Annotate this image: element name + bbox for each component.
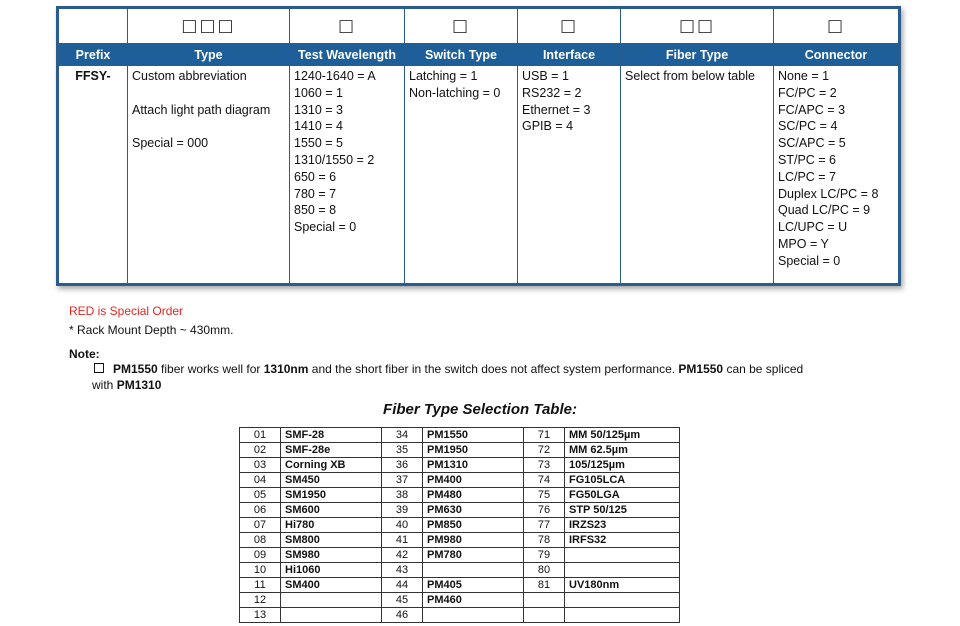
fiber-name-cell: SM450 xyxy=(281,473,382,488)
fiber-code-cell xyxy=(524,608,565,623)
fiber-name-cell: PM630 xyxy=(423,503,524,518)
fiber-code-cell: 02 xyxy=(240,443,281,458)
fiber-name-cell: Hi1060 xyxy=(281,563,382,578)
fiber-code-cell: 12 xyxy=(240,593,281,608)
option-line: Attach light path diagram xyxy=(132,102,271,117)
option-line: 1060 = 1 xyxy=(294,85,344,100)
fiber-type-options xyxy=(621,66,774,285)
fiber-name-cell: MM 62.5µm xyxy=(565,443,680,458)
option-line: 1240-1640 = A xyxy=(294,69,376,83)
fiber-name-cell: PM460 xyxy=(423,593,524,608)
note-text-b: and the short fiber in the switch does not affect system performance. xyxy=(308,362,679,376)
note-pm1550: PM1550 xyxy=(113,362,158,376)
fiber-name-cell xyxy=(565,563,680,578)
option-line: Quad LC/PC = 9 xyxy=(778,203,871,218)
fiber-code-cell: 77 xyxy=(524,518,565,533)
fiber-name-cell: 105/125µm xyxy=(565,458,680,473)
fiber-code-cell: 41 xyxy=(382,533,423,548)
connector-options xyxy=(774,66,900,285)
fiber-code-cell: 06 xyxy=(240,503,281,518)
table-row xyxy=(240,443,680,458)
fiber-code-cell: 46 xyxy=(382,608,423,623)
note-text-a: fiber works well for xyxy=(157,362,264,376)
table-row xyxy=(240,503,680,518)
code-box-prefix xyxy=(58,8,128,44)
option-line: 1310/1550 = 2 xyxy=(294,152,375,167)
fiber-name-cell: PM980 xyxy=(423,533,524,548)
switch-type-options xyxy=(405,66,518,285)
option-line: LC/PC = 7 xyxy=(778,169,837,184)
code-box-wavelength: □ xyxy=(290,8,405,44)
option-line: 1310 = 3 xyxy=(294,102,344,117)
fiber-type-selection-table xyxy=(239,427,680,623)
fiber-code-cell: 74 xyxy=(524,473,565,488)
table-row xyxy=(240,518,680,533)
fiber-code-cell: 79 xyxy=(524,548,565,563)
ordering-code-table xyxy=(56,6,901,286)
header-prefix: Prefix xyxy=(58,44,128,66)
fiber-code-cell: 42 xyxy=(382,548,423,563)
fiber-code-cell: 72 xyxy=(524,443,565,458)
table-row xyxy=(240,488,680,503)
fiber-name-cell: PM480 xyxy=(423,488,524,503)
option-line: ST/PC = 6 xyxy=(778,152,837,167)
option-line: GPIB = 4 xyxy=(522,119,574,134)
option-line: Ethernet = 3 xyxy=(522,102,591,117)
fiber-name-cell: SM1950 xyxy=(281,488,382,503)
header-fiber-type: Fiber Type xyxy=(621,44,774,66)
fiber-name-cell xyxy=(423,563,524,578)
fiber-name-cell: Hi780 xyxy=(281,518,382,533)
fiber-name-cell xyxy=(281,593,382,608)
note-line-2 xyxy=(92,378,161,392)
code-boxes-row xyxy=(58,8,900,44)
table-row xyxy=(240,563,680,578)
interface-options xyxy=(518,66,621,285)
note-1310nm: 1310nm xyxy=(263,362,309,376)
special-order-note: RED is Special Order xyxy=(69,304,184,318)
fiber-name-cell: SM400 xyxy=(281,578,382,593)
fiber-name-cell xyxy=(565,593,680,608)
fiber-code-cell: 38 xyxy=(382,488,423,503)
fiber-code-cell: 03 xyxy=(240,458,281,473)
fiber-name-cell: UV180nm xyxy=(565,578,680,593)
option-line: Custom abbreviation xyxy=(132,69,247,83)
fiber-code-cell: 45 xyxy=(382,593,423,608)
fiber-name-cell: Corning XB xyxy=(281,458,382,473)
header-type: Type xyxy=(128,44,290,66)
header-interface: Interface xyxy=(518,44,621,66)
fiber-name-cell: SMF-28e xyxy=(281,443,382,458)
fiber-code-cell: 36 xyxy=(382,458,423,473)
fiber-name-cell xyxy=(565,608,680,623)
note-label: Note: xyxy=(69,347,100,361)
rack-depth-note: * Rack Mount Depth ~ 430mm. xyxy=(69,323,234,337)
table-row xyxy=(240,548,680,563)
option-line: 1410 = 4 xyxy=(294,119,344,134)
code-box-switch: □ xyxy=(405,8,518,44)
note-pm1310: PM1310 xyxy=(116,378,162,392)
fiber-name-cell: SMF-28 xyxy=(281,428,382,443)
fiber-name-cell: PM405 xyxy=(423,578,524,593)
fiber-name-cell: IRZS23 xyxy=(565,518,680,533)
fiber-code-cell: 43 xyxy=(382,563,423,578)
header-test-wavelength: Test Wavelength xyxy=(290,44,405,66)
fiber-code-cell: 80 xyxy=(524,563,565,578)
option-line: Special = 0 xyxy=(778,253,841,268)
note-text-with: with xyxy=(92,378,117,392)
fiber-code-cell xyxy=(524,593,565,608)
option-line: RS232 = 2 xyxy=(522,85,582,100)
fiber-code-cell: 09 xyxy=(240,548,281,563)
option-line: Latching = 1 xyxy=(409,69,478,83)
option-line: SC/PC = 4 xyxy=(778,119,838,134)
fiber-code-cell: 37 xyxy=(382,473,423,488)
fiber-code-cell: 07 xyxy=(240,518,281,533)
option-line: 650 = 6 xyxy=(294,169,337,184)
option-line: MPO = Y xyxy=(778,236,829,251)
option-line: Special = 0 xyxy=(294,220,357,235)
table-row xyxy=(240,578,680,593)
option-line: 850 = 8 xyxy=(294,203,337,218)
fiber-name-cell: FG105LCA xyxy=(565,473,680,488)
fiber-name-cell: IRFS32 xyxy=(565,533,680,548)
code-box-interface: □ xyxy=(518,8,621,44)
fiber-code-cell: 08 xyxy=(240,533,281,548)
header-row xyxy=(58,44,900,66)
header-switch-type: Switch Type xyxy=(405,44,518,66)
fiber-name-cell: SM980 xyxy=(281,548,382,563)
note-line-1 xyxy=(94,362,803,376)
fiber-name-cell: PM1550 xyxy=(423,428,524,443)
options-row xyxy=(58,66,900,285)
wavelength-options xyxy=(290,66,405,285)
fiber-name-cell xyxy=(565,548,680,563)
code-box-connector: □ xyxy=(774,8,900,44)
fiber-code-cell: 01 xyxy=(240,428,281,443)
note-text-c: can be spliced xyxy=(723,362,804,376)
fiber-name-cell: PM780 xyxy=(423,548,524,563)
option-line: 780 = 7 xyxy=(294,186,337,201)
fiber-code-cell: 71 xyxy=(524,428,565,443)
table-row xyxy=(240,608,680,623)
fiber-code-cell: 76 xyxy=(524,503,565,518)
option-line: Special = 000 xyxy=(132,136,209,151)
option-line xyxy=(132,118,285,135)
fiber-code-cell: 05 xyxy=(240,488,281,503)
option-line: Duplex LC/PC = 8 xyxy=(778,186,879,201)
fiber-name-cell: PM1310 xyxy=(423,458,524,473)
fiber-table-title: Fiber Type Selection Table: xyxy=(383,401,577,418)
table-row xyxy=(240,428,680,443)
fiber-name-cell: FG50LGA xyxy=(565,488,680,503)
option-line xyxy=(132,85,285,102)
fiber-code-cell: 44 xyxy=(382,578,423,593)
fiber-name-cell xyxy=(423,608,524,623)
fiber-name-cell xyxy=(281,608,382,623)
fiber-code-cell: 75 xyxy=(524,488,565,503)
option-line: USB = 1 xyxy=(522,69,569,83)
fiber-code-cell: 39 xyxy=(382,503,423,518)
fiber-code-cell: 11 xyxy=(240,578,281,593)
fiber-code-cell: 78 xyxy=(524,533,565,548)
type-options xyxy=(128,66,290,285)
fiber-name-cell: PM400 xyxy=(423,473,524,488)
fiber-code-cell: 73 xyxy=(524,458,565,473)
checkbox-bullet-icon xyxy=(94,363,104,373)
fiber-code-cell: 04 xyxy=(240,473,281,488)
table-row xyxy=(240,593,680,608)
prefix-value: FFSY- xyxy=(58,66,128,285)
option-line: Non-latching = 0 xyxy=(409,85,501,100)
code-box-type: □□□ xyxy=(128,8,290,44)
fiber-name-cell: STP 50/125 xyxy=(565,503,680,518)
header-connector: Connector xyxy=(774,44,900,66)
option-line: FC/APC = 3 xyxy=(778,102,846,117)
fiber-name-cell: PM850 xyxy=(423,518,524,533)
option-line: LC/UPC = U xyxy=(778,220,848,235)
table-row xyxy=(240,458,680,473)
table-row xyxy=(240,473,680,488)
fiber-code-cell: 13 xyxy=(240,608,281,623)
fiber-code-cell: 81 xyxy=(524,578,565,593)
code-box-fiber: □□ xyxy=(621,8,774,44)
option-line: 1550 = 5 xyxy=(294,136,344,151)
note-pm1550-b: PM1550 xyxy=(678,362,724,376)
option-line: None = 1 xyxy=(778,69,830,83)
fiber-code-cell: 10 xyxy=(240,563,281,578)
fiber-name-cell: MM 50/125µm xyxy=(565,428,680,443)
fiber-code-cell: 40 xyxy=(382,518,423,533)
fiber-name-cell: SM600 xyxy=(281,503,382,518)
option-line: Select from below table xyxy=(625,69,755,83)
fiber-name-cell: SM800 xyxy=(281,533,382,548)
option-line: SC/APC = 5 xyxy=(778,136,846,151)
option-line: FC/PC = 2 xyxy=(778,85,837,100)
fiber-code-cell: 34 xyxy=(382,428,423,443)
table-row xyxy=(240,533,680,548)
fiber-name-cell: PM1950 xyxy=(423,443,524,458)
fiber-code-cell: 35 xyxy=(382,443,423,458)
